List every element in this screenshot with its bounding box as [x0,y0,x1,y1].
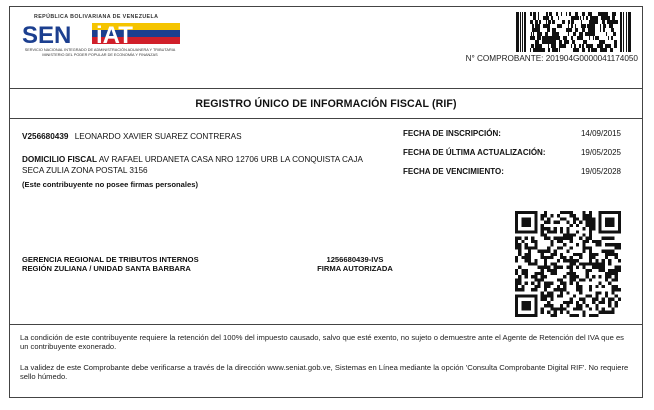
taxpayer-line [22,132,242,141]
inscripcion-label: FECHA DE INSCRIPCIÓN: [403,129,501,138]
document-header [10,7,642,89]
document-title: REGISTRO ÚNICO DE INFORMACIÓN FISCAL (RIF) [195,98,457,110]
date-row-inscripcion [403,129,633,143]
domicilio-label: DOMICILIO FISCAL [22,155,98,164]
document-body [10,119,642,325]
actualizacion-value: 19/05/2025 [580,148,621,157]
gerencia-line-1: GERENCIA REGIONAL DE TRIBUTOS INTERNOS [22,255,199,264]
inscripcion-value: 14/09/2015 [580,129,621,138]
actualizacion-label: FECHA DE ÚLTIMA ACTUALIZACIÓN: [403,148,546,157]
rif-document [9,6,643,398]
retencion-note: La condición de este contribuyente requiere la retención del 100% del impuesto causado, salvo que esté exento, no sujeto o demuestre ante el Agente de Retención del IVA que es un contribuyente exonerado. [20,333,624,352]
domicilio-value: AV RAFAEL URDANETA CASA NRO 12706 URB LA CONQUISTA CAJA SECA ZULIA ZONA POSTAL 3156 [22,155,363,175]
title-row [10,89,642,119]
logo-subtitle-line-1: SERVICIO NACIONAL INTEGRADO DE ADMINISTRACIÓN ADUANERA Y TRIBUTARIA [24,48,176,52]
date-row-actualizacion [403,148,633,162]
seniat-logo [14,11,184,71]
taxpayer-name: LEONARDO XAVIER SUAREZ CONTRERAS [74,132,242,141]
logo-subtitle [20,48,180,57]
date-row-vencimiento [403,167,633,181]
firma-label: FIRMA AUTORIZADA [317,264,393,274]
domicilio-fiscal [22,155,382,176]
validez-note: La validez de este Comprobante debe verificarse a través de la dirección www.seniat.gob.ve, Sistemas en Línea mediante la opción 'Consulta Comprobante Digital RIF'. No requiere sello húmedo. [20,363,629,382]
vencimiento-label: FECHA DE VENCIMIENTO: [403,167,504,176]
svg-text:iAT: iAT [96,22,133,47]
gerencia-block [22,255,199,274]
pdf417-barcode [516,12,634,52]
logo-subtitle-line-2: MINISTERIO DEL PODER POPULAR DE ECONOMÍA Y FINANZAS [42,52,158,57]
comprobante-number: N° COMPROBANTE: 201904G0000041174050 [465,54,638,63]
firma-block [300,255,410,274]
qr-code [515,211,621,317]
svg-text:SEN: SEN [22,22,72,47]
document-footer [10,325,642,397]
rif-number: V256680439 [22,132,69,141]
no-firmas-note: (Este contribuyente no posee firmas personales) [22,180,198,189]
vencimiento-value: 19/05/2028 [580,167,621,176]
seniat-wordmark [22,21,182,47]
gerencia-line-2: REGIÓN ZULIANA / UNIDAD SANTA BARBARA [22,264,191,274]
logo-country-text: REPÚBLICA BOLIVARIANA DE VENEZUELA [34,14,159,20]
firma-code: 1256680439-IVS [326,255,384,264]
